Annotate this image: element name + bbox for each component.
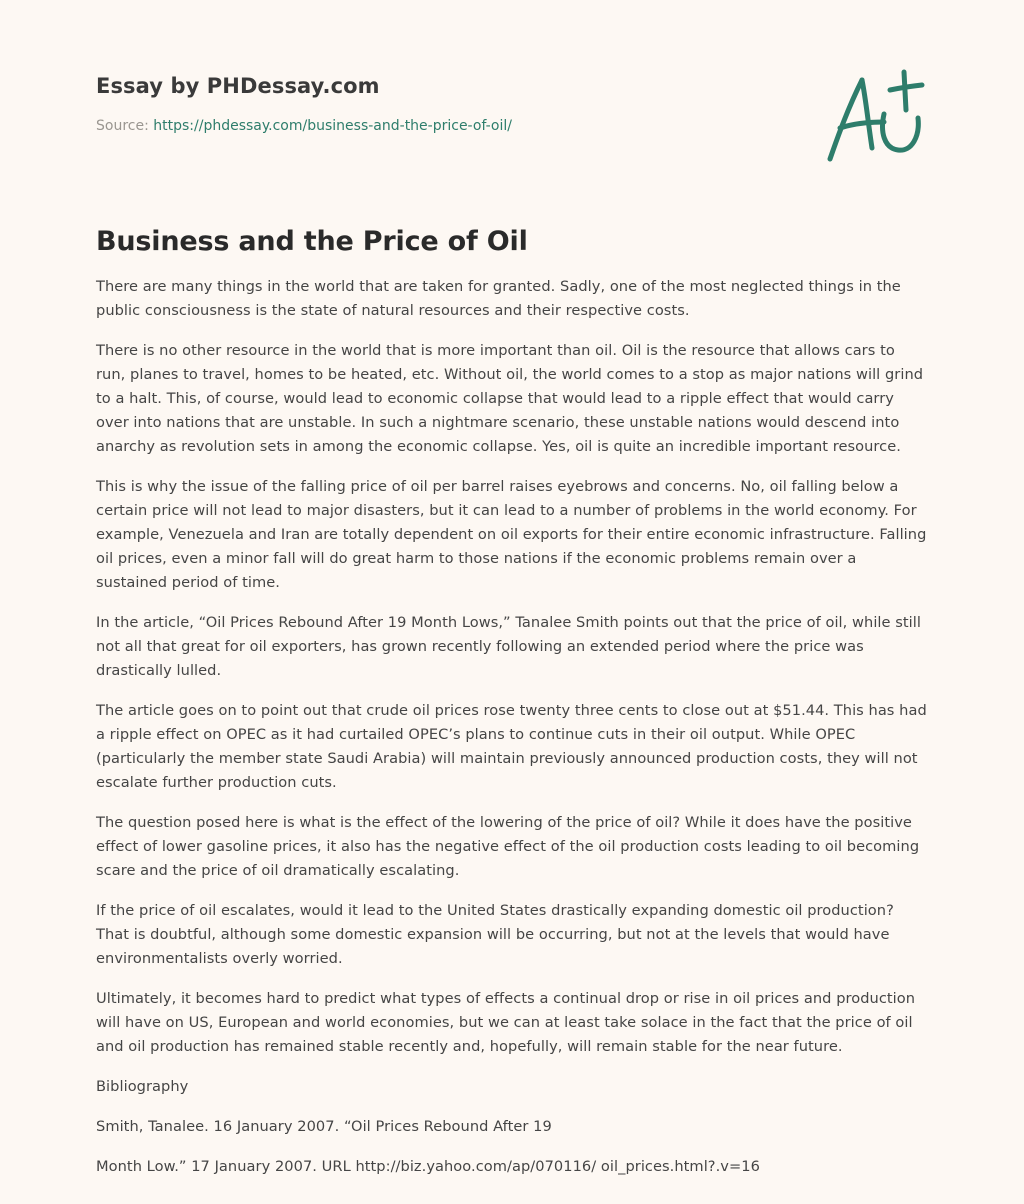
essay-paragraph: There is no other resource in the world that is more important than oil. Oil is the resource that allows cars to run, planes to travel, homes to be heated, etc. Without oil, the world comes to a stop as major nations will grind to a halt. This, of course, would lead to economic collapse that would lead to a ripple effect that would carry over into nations that are unstable. In such a nightmare scenario, these unstable nations would descend into anarchy as revolution sets in among the economic collapse. Yes, oil is quite an incredible important resource. [96,342,924,455]
brand-title: Essay by PHDessay.com [96,74,380,98]
essay-paragraph: Ultimately, it becomes hard to predict what types of effects a continual drop or rise in oil prices and production will have on US, European and world economies, but we can at least take solace in the fact that the price of oil and oil production has remained stable recently and, hopefully, will remain stable for the near future. [96,990,916,1055]
essay-paragraph: If the price of oil escalates, would it lead to the United States drastically expanding domestic oil production? That is doubtful, although some domestic expansion will be occurring, but not at the levels that would have environmentalists overly worried. [96,902,894,967]
source-link[interactable]: https://phdessay.com/business-and-the-price-of-oil/ [153,118,512,134]
essay-paragraph: The question posed here is what is the effect of the lowering of the price of oil? While it does have the positive effect of lower gasoline prices, it also has the negative effect of the oil production costs leading to oil becoming scare and the price of oil dramatically escalating. [96,814,920,879]
essay-paragraph: The article goes on to point out that crude oil prices rose twenty three cents to close out at $51.44. This has had a ripple effect on OPEC as it had curtailed OPEC’s plans to continue cuts in their oil output. While OPEC (particularly the member state Saudi Arabia) will maintain previously announced production costs, they will not escalate further production cuts. [96,702,927,791]
bibliography-entry: Smith, Tanalee. 16 January 2007. “Oil Prices Rebound After 19 [96,1118,552,1135]
source-label: Source: [96,118,149,134]
essay-paragraph: There are many things in the world that are taken for granted. Sadly, one of the most neglected things in the public consciousness is the state of natural resources and their respective costs. [96,278,901,319]
bibliography-entry: Month Low.” 17 January 2007. URL http://biz.yahoo.com/ap/070116/ oil_prices.html?.v=16 [96,1158,760,1175]
a-plus-logo-svg [818,66,930,166]
header [96,74,512,134]
a-plus-logo-icon [818,66,930,166]
essay-paragraph: This is why the issue of the falling price of oil per barrel raises eyebrows and concerns. No, oil falling below a certain price will not lead to major disasters, but it can lead to a number of problems in the world economy. For example, Venezuela and Iran are totally dependent on oil exports for their entire economic infrastructure. Falling oil prices, even a minor fall will do great harm to those nations if the economic problems remain over a sustained period of time. [96,478,927,591]
bibliography-heading: Bibliography [96,1078,189,1095]
essay-content [96,226,928,1195]
essay-title: Business and the Price of Oil [96,226,528,257]
essay-paragraph: In the article, “Oil Prices Rebound After 19 Month Lows,” Tanalee Smith points out that the price of oil, while still not all that great for oil exporters, has grown recently following an extended period where the price was drastically lulled. [96,614,921,679]
source-line [96,118,512,134]
